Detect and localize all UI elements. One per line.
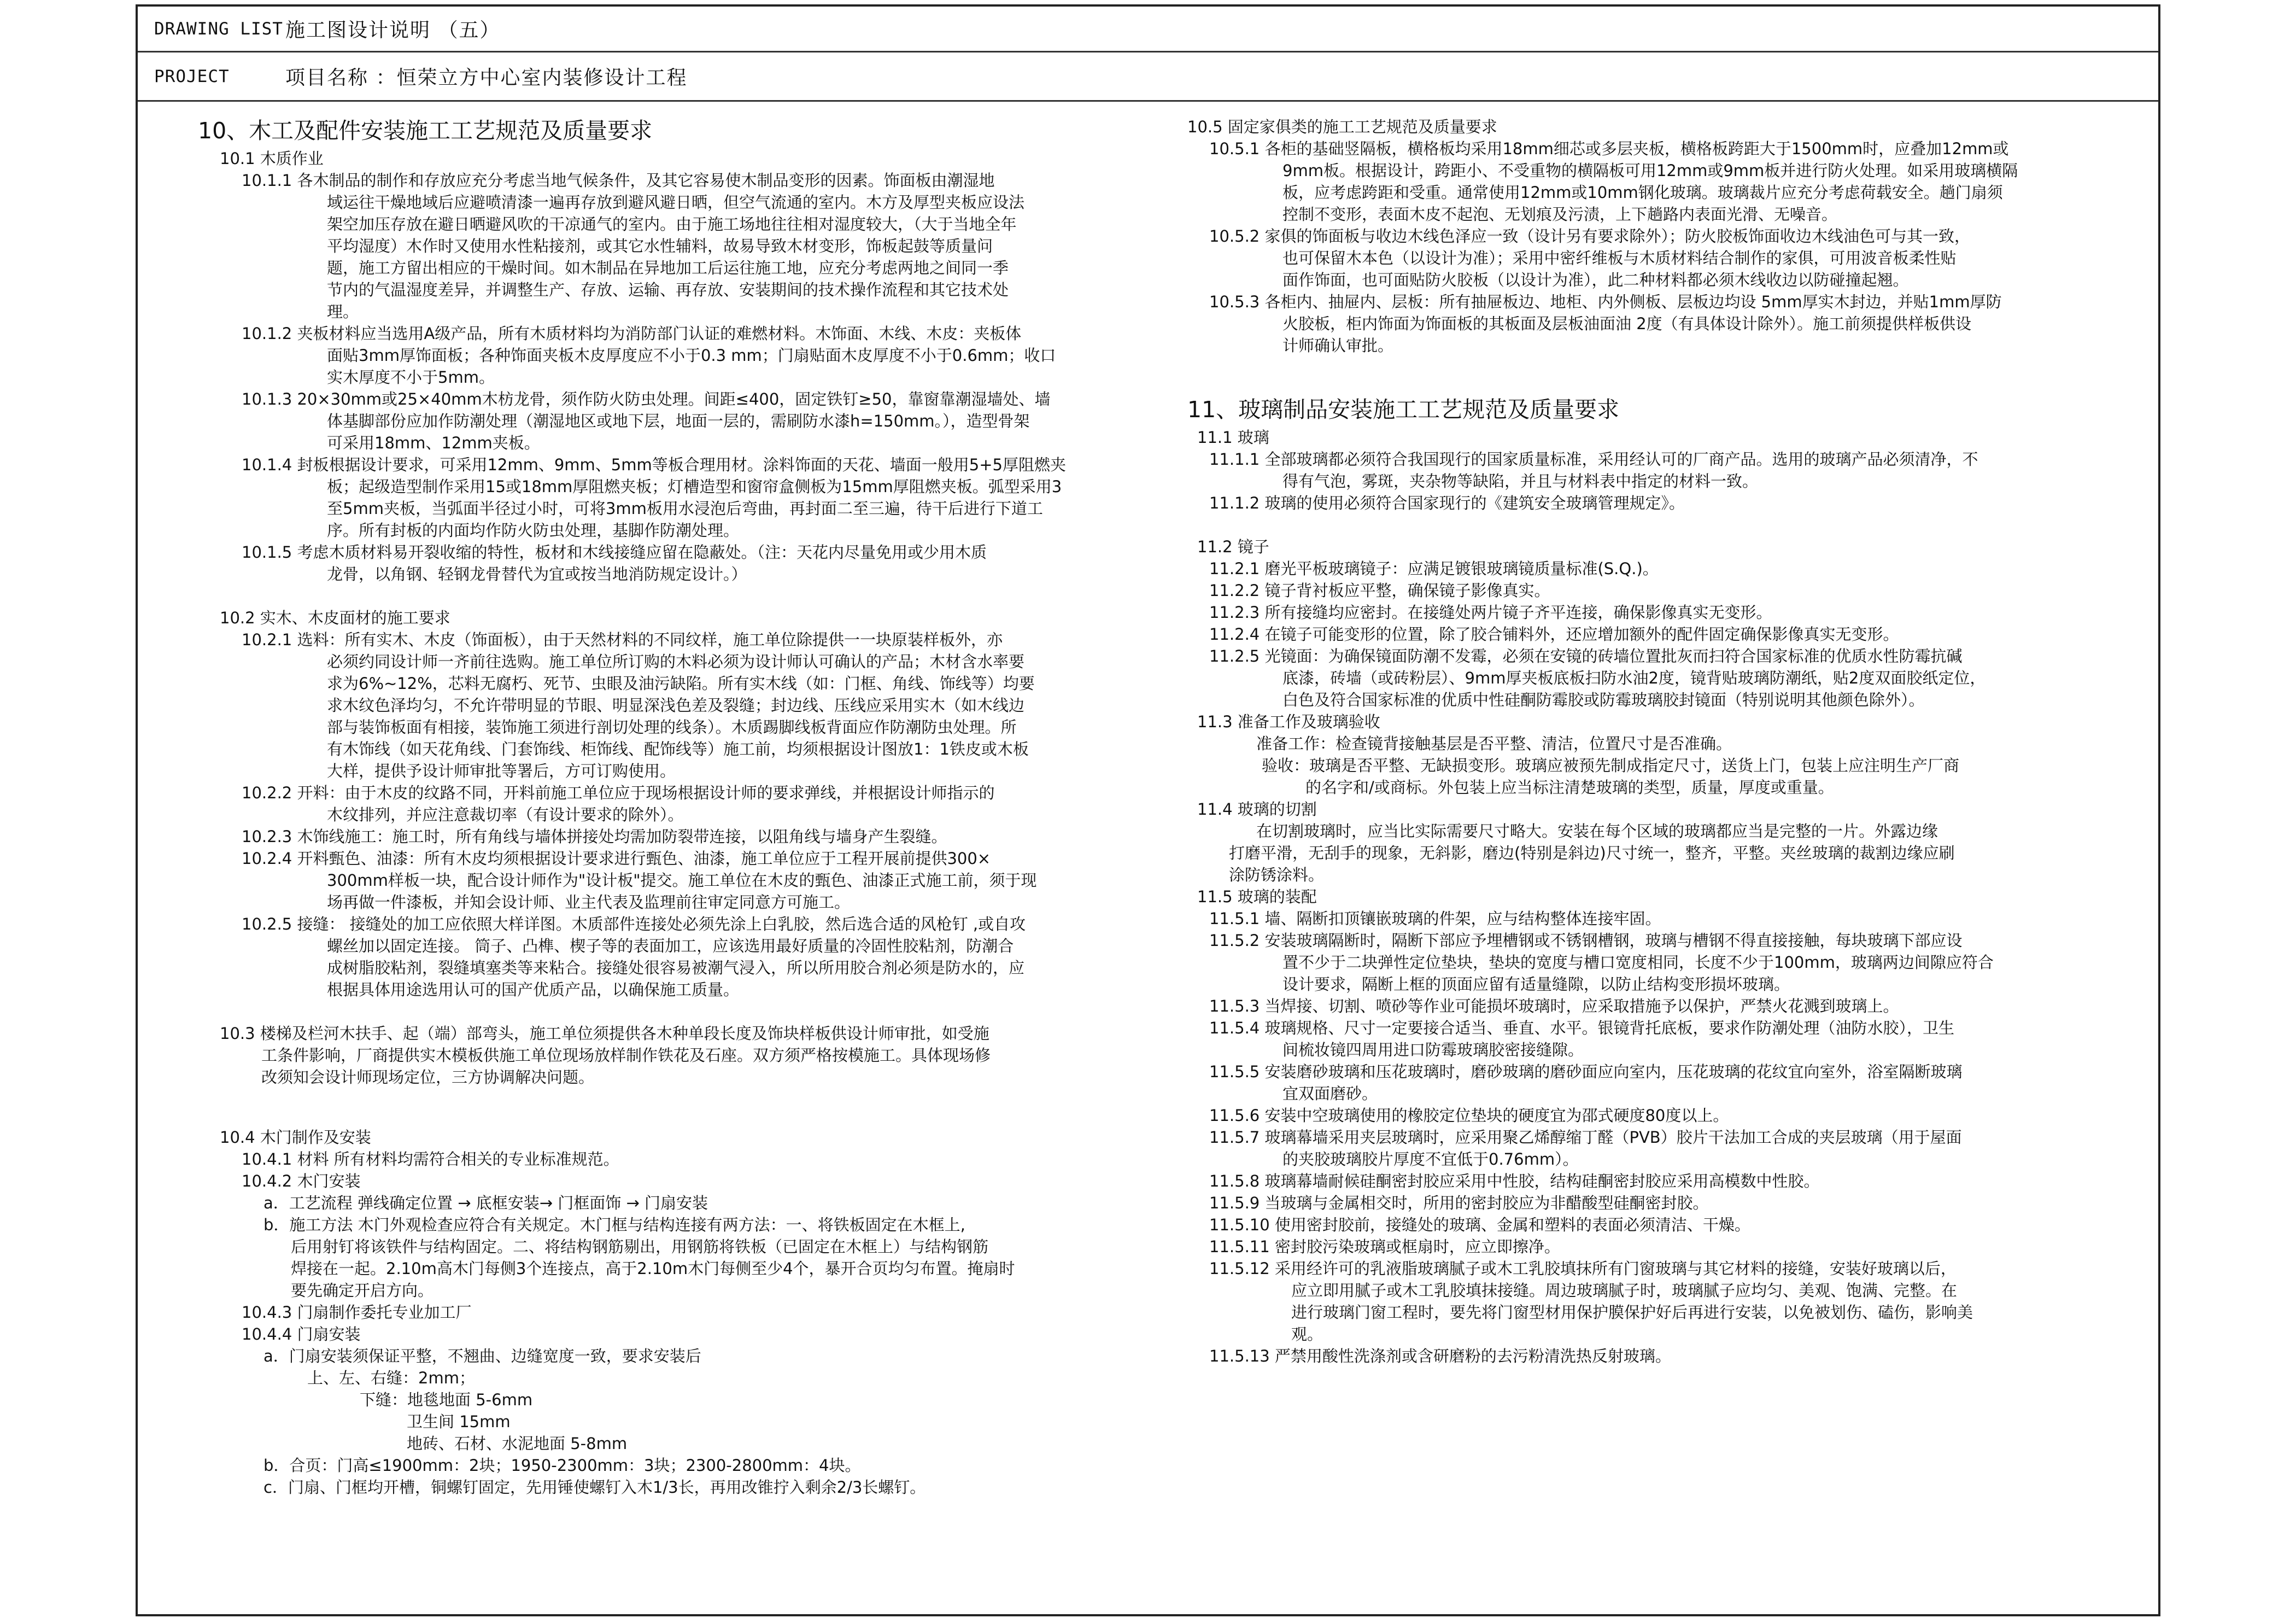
- text-line: 10.1.3 20×30mm或25×40mm木枋龙骨，须作防火防虫处理。间距≤400，固定铁钉≥50，靠窗靠潮湿墙处、墙: [242, 390, 1051, 408]
- text-line: 11.5.4 玻璃规格、尺寸一定要接合适当、垂直、水平。银镜背托底板，要求作防潮处理（油防水胶），卫生: [1209, 1019, 1954, 1037]
- text-line: 题，施工方留出相应的干燥时间。如木制品在异地加工后运往施工地，应充分考虑两地之间同一季: [327, 259, 1009, 277]
- drawing-sheet: [136, 4, 2160, 1616]
- text-line: 10.2.3 木饰线施工：施工时，所有角线与墙体拼接处均需加防裂带连接，以阻角线与墙身产生裂缝。: [242, 827, 947, 846]
- text-line: 11.5.12 采用经许可的乳液脂玻璃腻子或木工乳胶填抹所有门窗玻璃与其它材料的接缝，安装好玻璃以后，: [1209, 1259, 1957, 1278]
- subsection-10-4-heading: 10.4 木门制作及安装: [220, 1128, 371, 1147]
- gap-bottom-spec: [360, 1389, 1187, 1411]
- subsection-11-4-heading: 11.4 玻璃的切割: [1197, 800, 1317, 819]
- text-line: 得有气泡，雾斑，夹杂物等缺陷，并且与材料表中指定的材料一致。: [1282, 472, 1759, 490]
- item-10-4-3: 10.4.3 门扇制作委托专业加工厂: [242, 1303, 472, 1322]
- text-line: 计师确认审批。: [1282, 336, 1394, 355]
- item-11-5-1: 11.5.1 墙、隔断扣顶镶嵌玻璃的件架，应与结构整体连接牢固。: [1209, 909, 1661, 928]
- gap-bottom-carpet: 地毯地面 5-6mm: [407, 1391, 533, 1409]
- subsection-10-2-heading: 10.2 实木、木皮面材的施工要求: [220, 609, 450, 627]
- item-10-5-2: [1209, 225, 2128, 291]
- text-line: 根据具体用途选用认可的国产优质产品，以确保施工质量。: [327, 980, 740, 999]
- text-line: 要先确定开启方向。: [291, 1281, 434, 1300]
- text-line: 板；起级造型制作采用15或18mm厚阻燃夹板；灯槽造型和窗帘盒侧板为15mm厚阻燃夹板。弧型采用3: [327, 477, 1062, 496]
- text-line: 10.2.2 开料：由于木皮的纹路不同，开料前施工单位应于现场根据设计师的要求弹线，并根据设计师指示的: [242, 784, 995, 802]
- text-line: 场再做一件漆板，并知会设计师、业主代表及监理前往审定同意方可施工。: [327, 893, 851, 912]
- text-line: 打磨平滑，无刮手的现象，无斜影，磨边(特别是斜边)尺寸统一，整齐，平整。夹丝玻璃的裁割边缘应刷: [1229, 844, 1955, 862]
- text-line: 域运往干燥地域后应避喷清漆一遍再存放到避风避日晒，但空气流通的室内。木方及厚型夹板应设法: [327, 193, 1025, 212]
- text-line: 螺丝加以固定连接。 筒子、凸榫、楔子等的表面加工，应该选用最好质量的冷固性胶粘剂，防潮合: [327, 937, 1014, 955]
- item-11-2-5: [1209, 645, 2128, 711]
- text-line: 成树脂胶粘剂，裂缝填塞类等来粘合。接缝处很容易被潮气浸入，所以所用胶合剂必须是防水的，应: [327, 959, 1025, 977]
- drawing-list-title: 施工图设计说明 （五）: [285, 19, 501, 42]
- item-10-5-3: [1209, 291, 2128, 357]
- text-line: 11.5.5 安装磨砂玻璃和压花玻璃时，磨砂玻璃的磨砂面应向室内，压花玻璃的花纹宜向室外，浴室隔断玻璃: [1209, 1062, 1963, 1081]
- item-11-2-2: 11.2.2 镜子背衬板应平整，确保镜子影像真实。: [1209, 581, 1550, 600]
- text-line: 设计要求，隔断上框的顶面应留有适量缝隙，以防止结构变形损坏玻璃。: [1282, 975, 1790, 994]
- text-line: 改须知会设计师现场定位，三方协调解决问题。: [261, 1068, 595, 1086]
- item-10-2-3: [242, 826, 1187, 848]
- text-line: 部与装饰板面有相接，装饰施工须进行剖切处理的线条）。木质踢脚线板背面应作防潮防虫处理。所: [327, 718, 1017, 737]
- item-11-2-3: 11.2.3 所有接缝均应密封。在接缝处两片镜子齐平连接，确保影像真实无变形。: [1209, 603, 1772, 622]
- text-line: 10.1.2 夹板材料应当选用A级产品，所有木质材料均为消防部门认证的难燃材料。木饰面、木线、木皮：夹板体: [242, 324, 1022, 343]
- text-line: 的夹胶玻璃胶片厚度不宜低于0.76mm）。: [1282, 1150, 1579, 1169]
- text-line: 工条件影响，厂商提供实木模板供施工单位现场放样制作铁花及石座。双方须严格按模施工。具体现场修: [261, 1046, 991, 1065]
- item-10-4-1: 10.4.1 材料 所有材料均需符合相关的专业标准规范。: [242, 1150, 619, 1169]
- text-line: 10.1.1 各木制品的制作和存放应充分考虑当地气候条件，及其它容易使木制品变形的因素。饰面板由潮湿地: [242, 171, 995, 190]
- text-line: 的名字和/或商标。外包装上应当标注清楚玻璃的类型，质量，厚度或重量。: [1305, 778, 1834, 797]
- text-line: 龙骨，以角钢、轻钢龙骨替代为宜或按当地消防规定设计。）: [327, 565, 747, 583]
- text-line: 序。所有封板的内面均作防火防虫处理，基脚作防潮处理。: [327, 521, 740, 540]
- text-line: 进行玻璃门窗工程时，要先将门窗型材用保护膜保护好后再进行安装，以免被划伤、磕伤，影响美: [1291, 1303, 1973, 1322]
- text-line: b．施工方法 木门外观检查应符合有关规定。木门框与结构连接有两方法：一、将铁板固定在木框上,: [263, 1216, 965, 1234]
- text-line: 至5mm夹板，当弧面半径过小时，可将3mm板用水浸泡后弯曲，再封面二至三遍，待干后进行下道工: [327, 499, 1043, 518]
- item-10-4-2-b: [198, 1214, 1187, 1301]
- gap-bottom-bathroom: 卫生间 15mm: [407, 1412, 511, 1431]
- item-10-3: [220, 1023, 1187, 1088]
- text-line: 11.5.2 安装玻璃隔断时，隔断下部应予埋槽钢或不锈钢槽钢，玻璃与槽钢不得直接接触，每块玻璃下部应设: [1209, 931, 1963, 950]
- gap-bottom-tile: 地砖、石材、水泥地面 5-8mm: [407, 1434, 628, 1453]
- text-line: 9mm板。根据设计，跨距小、不受重物的横隔板可用12mm或9mm板并进行防火处理。如采用玻璃横隔: [1282, 161, 2018, 180]
- text-line: 底漆，砖墙（或砖粉层）、9mm厚夹板底板扫防水油2度，镜背贴玻璃防潮纸，贴2度双面胶纸定位，: [1282, 669, 1986, 687]
- text-line: 实木厚度不小于5mm。: [327, 368, 495, 387]
- item-11-5-13: 11.5.13 严禁用酸性洗涤剂或含研磨粉的去污粉清洗热反射玻璃。: [1209, 1347, 1671, 1365]
- text-line: 控制不变形，表面木皮不起泡、无划痕及污渍，上下趟路内表面光滑、无噪音。: [1282, 205, 1838, 224]
- text-line: 间梳妆镜四周用进口防霉玻璃胶密接缝隙。: [1282, 1041, 1584, 1059]
- item-10-4-4-a: a．门扇安装须保证平整，不翘曲、边缝宽度一致，要求安装后: [263, 1347, 701, 1365]
- text-line: 涂防锈涂料。: [1229, 866, 1325, 884]
- item-11-5-3: 11.5.3 当焊接、切割、喷砂等作业可能损坏玻璃时，应采取措施予以保护，严禁火花溅到玻璃上。: [1209, 997, 1899, 1015]
- item-11-5-4: [1209, 1017, 2128, 1061]
- text-line: 11.5.7 玻璃幕墙采用夹层玻璃时，应采用聚乙烯醇缩丁醛（PVB）胶片干法加工合成的夹层玻璃（用于屋面: [1209, 1128, 1962, 1147]
- text-line: 体基脚部份应加作防潮处理（潮湿地区或地下层，地面一层的，需刷防水漆h=150mm。），造型骨架: [327, 412, 1030, 430]
- item-11-5-11: 11.5.11 密封胶污染玻璃或框扇时，应立即擦净。: [1209, 1237, 1560, 1256]
- item-11-5-8: 11.5.8 玻璃幕墙耐候硅酮密封胶应采用中性胶，结构硅酮密封胶应采用高模数中性胶。: [1209, 1172, 1820, 1190]
- text-line: 宜双面磨砂。: [1282, 1084, 1378, 1103]
- text-line: 10.5.2 家俱的饰面板与收边木线色泽应一致（设计另有要求除外）；防火胶板饰面收边木线油色可与其一致，: [1209, 227, 1970, 246]
- item-11-2-1: 11.2.1 磨光平板玻璃镜子：应满足镀银玻璃镜质量标准(S.Q.)。: [1209, 559, 1659, 578]
- item-10-4-2-a: a．工艺流程 弹线确定位置 → 底框安装→ 门框面饰 → 门扇安装: [263, 1194, 708, 1212]
- text-line: 置不少于二块弹性定位垫块，垫块的宽度与槽口宽度相同，长度不少于100mm，玻璃两边间隙应符合: [1282, 953, 1994, 972]
- item-10-4-4-b: b．合页：门高≤1900mm：2块；1950-2300mm：3块；2300-2800mm：4块。: [263, 1456, 861, 1475]
- text-line: 可采用18mm、12mm夹板。: [327, 434, 540, 452]
- item-11-5-9: 11.5.9 当玻璃与金属相交时，所用的密封胶应为非醋酸型硅酮密封胶。: [1209, 1194, 1709, 1212]
- text-line: 大样，提供予设计师审批等署后，方可订购使用。: [327, 762, 676, 780]
- item-10-1-2: [242, 323, 1187, 388]
- text-line: 10.5.1 各柜的基础竖隔板，横格板均采用18mm细芯或多层夹板，横格板跨距大于1500mm时，应叠加12mm或: [1209, 139, 2009, 158]
- text-line: 10.2.4 开料甄色、油漆：所有木皮均须根据设计要求进行甄色、油漆，施工单位应于工程开展前提供300×: [242, 849, 991, 868]
- subsection-11-5-heading: 11.5 玻璃的装配: [1197, 887, 1317, 906]
- item-11-3-prep: 准备工作：检查镜背接触基层是否平整、清洁，位置尺寸是否准确。: [1256, 734, 1732, 753]
- project-label: PROJECT: [154, 66, 230, 86]
- item-11-5-10: 11.5.10 使用密封胶前，接缝处的玻璃、金属和塑料的表面必须清洁、干燥。: [1209, 1216, 1750, 1234]
- text-line: 有木饰线（如天花角线、门套饰线、柜饰线、配饰线等）施工前，均须根据设计图放1：1铁皮或木板: [327, 740, 1029, 758]
- item-11-1-1: [1209, 448, 2128, 492]
- item-10-5-1: [1209, 138, 2128, 225]
- item-11-2-4: 11.2.4 在镜子可能变形的位置，除了胶合铺料外，还应增加额外的配件固定确保影像真实无变形。: [1209, 625, 1899, 644]
- subsection-10-5-heading: 10.5 固定家俱类的施工工艺规范及质量要求: [1187, 118, 1497, 136]
- text-line: 观。: [1291, 1325, 1323, 1343]
- item-10-4-2-heading: 10.4.2 木门安装: [242, 1172, 361, 1190]
- right-column: [1187, 116, 2128, 1367]
- item-11-1-2: 11.1.2 玻璃的使用必须符合国家现行的《建筑安全玻璃管理规定》。: [1209, 494, 1685, 512]
- item-11-5-7: [1209, 1126, 2128, 1170]
- item-10-4-4-c: c．门扇、门框均开槽，铜螺钉固定，先用锤使螺钉入木1/3长，再用改锥拧入剩余2/3长螺钉。: [263, 1478, 926, 1497]
- item-11-4-text: [1187, 820, 2128, 886]
- text-line: 验收：玻璃是否平整、无缺损变形。玻璃应被预先制成指定尺寸，送货上门，包装上应注明生产厂商: [1262, 756, 1960, 775]
- text-line: 架空加压存放在避日晒避风吹的干凉通气的室内。由于施工场地往往相对湿度较大，（大于当地全年: [327, 215, 1017, 233]
- text-line: 必须约同设计师一齐前往选购。施工单位所订购的木料必须为设计师认可确认的产品；木材含水率要: [327, 652, 1025, 671]
- text-line: 焊接在一起。2.10m高木门每侧3个连接点，高于2.10m木门每侧至少4个，暴开合页均匀布置。掩扇时: [291, 1259, 1015, 1278]
- text-line: 在切割玻璃时，应当比实际需要尺寸略大。安装在每个区域的玻璃都应当是完整的一片。外露边缘: [1256, 822, 1938, 840]
- text-line: 节内的气温湿度差异，并调整生产、存放、运输、再存放、安装期间的技术操作流程和其它技术处: [327, 281, 1009, 299]
- text-line: 求为6%~12%，芯料无腐朽、死节、虫眼及油污缺陷。所有实木线（如：门框、角线、饰线等）均要: [327, 674, 1035, 693]
- text-line: 11.1.1 全部玻璃都必须符合我国现行的国家质量标准，采用经认可的厂商产品。选用的玻璃产品必须清净，不: [1209, 450, 1978, 469]
- drawing-list-row: [138, 7, 2158, 52]
- text-line: 白色及符合国家标准的优质中性硅酮防霉胶或防霉玻璃胶封镜面（特别说明其他颜色除外）。: [1282, 691, 1925, 709]
- text-line: 理。: [327, 302, 359, 321]
- text-line: 300mm样板一块，配合设计师作为"设计板"提交。施工单位在木皮的甄色、油漆正式施工前，须于现: [327, 871, 1037, 890]
- item-11-3-check: [1187, 755, 2128, 798]
- item-10-4-4-heading: 10.4.4 门扇安装: [242, 1325, 361, 1343]
- subsection-11-2-heading: 11.2 镜子: [1197, 538, 1269, 556]
- project-title: 项目名称 ：恒荣立方中心室内装修设计工程: [285, 67, 688, 89]
- text-line: 应立即用腻子或木工乳胶填抹接缝。周边玻璃腻子时，玻璃腻子应均匀、美观、饱满、完整。在: [1291, 1281, 1958, 1300]
- subsection-11-3-heading: 11.3 准备工作及玻璃验收: [1197, 712, 1380, 731]
- left-column: [198, 116, 1187, 1498]
- text-line: 木纹排列，并应注意裁切率（有设计要求的除外）。: [327, 805, 684, 824]
- text-line: 面作饰面，也可面贴防火胶板（以设计为准），此二种材料都必须木线收边以防碰撞起翘。: [1282, 271, 1909, 289]
- gap-bottom-label: 下缝：: [360, 1391, 408, 1409]
- subsection-11-1-heading: 11.1 玻璃: [1197, 428, 1269, 447]
- text-line: 10.1.4 封板根据设计要求，可采用12mm、9mm、5mm等板合理用材。涂料饰面的天花、墙面一般用5+5厚阻燃夹: [242, 455, 1066, 474]
- drawing-list-label: DRAWING LIST: [154, 19, 283, 39]
- text-line: 10.2.1 选料：所有实木、木皮（饰面板），由于天然材料的不同纹样，施工单位除提供一一块原装样板外，亦: [242, 630, 1003, 649]
- text-line: 11.2.5 光镜面：为确保镜面防潮不发霉，必须在安镜的砖墙位置批灰而扫符合国家标准的优质水性防霉抗碱: [1209, 647, 1963, 665]
- section-10-title: 10、木工及配件安装施工工艺规范及质量要求: [198, 118, 653, 144]
- text-line: 10.5.3 各柜内、抽屉内、层板：所有抽屉板边、地柜、内外侧板、层板边均设 5mm厚实木封边，并贴1mm厚防: [1209, 293, 2002, 311]
- gap-side-spec: 上、左、右缝：2mm；: [307, 1369, 475, 1387]
- text-line: 也可保留木本色（以设计为准）；采用中密纤维板与木质材料结合制作的家俱，可用波音板柔性贴: [1282, 249, 1957, 267]
- subsection-10-1-heading: 10.1 木质作业: [220, 149, 324, 168]
- text-line: 平均湿度）木作时又使用水性粘接剂，或其它水性辅料，故易导致木材变形，饰板起鼓等质量问: [327, 237, 993, 255]
- item-11-5-2: [1209, 930, 2128, 995]
- text-line: 10.1.5 考虑木质材料易开裂收缩的特性，板材和木线接缝应留在隐蔽处。（注：天花内尽量免用或少用木质: [242, 543, 987, 562]
- text-line: 火胶板，柜内饰面为饰面板的其板面及层板油面油 2度（有具体设计除外）。施工前须提供样板供设: [1282, 314, 1972, 333]
- section-11-title: 11、玻璃制品安装施工工艺规范及质量要求: [1187, 396, 1620, 423]
- item-10-1-1: [242, 170, 1187, 323]
- text-line: 10.2.5 接缝： 接缝处的加工应依照大样详图。木质部件连接处必须先涂上白乳胶，然后选合适的风枪钉 ,或自攻: [242, 915, 1026, 933]
- item-10-2-1: [242, 629, 1187, 782]
- item-10-1-5: [242, 541, 1187, 585]
- text-line: 10.3 楼梯及栏河木扶手、起（端）部弯头，施工单位须提供各木种单段长度及饰块样板供设计师审批，如受施: [220, 1024, 989, 1043]
- item-11-5-5: [1209, 1061, 2128, 1105]
- text-line: 板，应考虑跨距和受重。通常使用12mm或10mm钢化玻璃。玻璃裁片应充分考虑荷载安全。趟门扇须: [1282, 183, 2003, 202]
- item-10-1-3: [242, 388, 1187, 454]
- item-10-2-5: [242, 913, 1187, 1001]
- text-line: 面贴3mm厚饰面板；各种饰面夹板木皮厚度应不小于0.3 mm；门扇贴面木皮厚度不小于0.6mm；收口: [327, 346, 1056, 365]
- text-line: 后用射钉将该铁件与结构固定。二、将结构钢筋剔出，用钢筋将铁板（已固定在木框上）与结构钢筋: [291, 1237, 989, 1256]
- item-11-5-12: [1209, 1258, 2128, 1345]
- item-11-5-6: 11.5.6 安装中空玻璃使用的橡胶定位垫块的硬度宜为邵式硬度80度以上。: [1209, 1106, 1729, 1125]
- project-row: [138, 52, 2158, 102]
- item-10-2-2: [242, 782, 1187, 826]
- item-10-1-4: [242, 454, 1187, 541]
- item-10-2-4: [242, 848, 1187, 913]
- text-line: 求木纹色泽均匀，不允许带明显的节眼、明显深浅色差及裂缝；封边线、压线应采用实木（如木线边: [327, 696, 1025, 715]
